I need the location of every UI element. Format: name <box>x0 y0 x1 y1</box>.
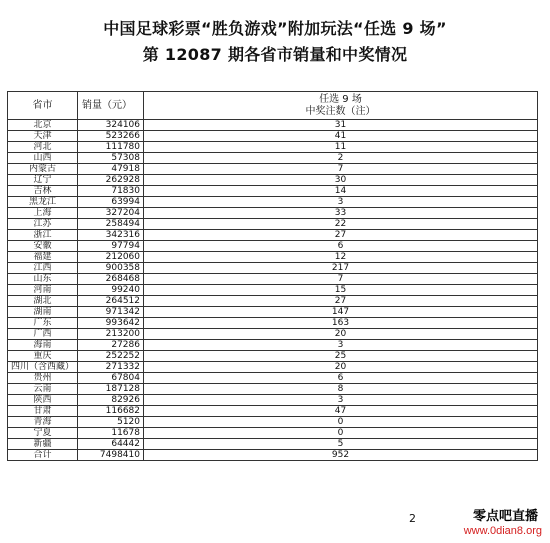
table-row <box>8 395 538 406</box>
cell-sales: 82926 <box>78 395 144 406</box>
cell-province: 青海 <box>8 417 78 428</box>
cell-wins: 163 <box>144 318 538 329</box>
cell-sales: 327204 <box>78 208 144 219</box>
cell-sales: 993642 <box>78 318 144 329</box>
cell-wins: 6 <box>144 241 538 252</box>
table-row <box>8 384 538 395</box>
cell-province: 河北 <box>8 142 78 153</box>
cell-sales: 523266 <box>78 131 144 142</box>
cell-province: 宁夏 <box>8 428 78 439</box>
cell-province: 湖北 <box>8 296 78 307</box>
cell-wins: 0 <box>144 428 538 439</box>
cell-wins: 20 <box>144 362 538 373</box>
cell-province: 广西 <box>8 329 78 340</box>
cell-wins: 27 <box>144 230 538 241</box>
table-row <box>8 285 538 296</box>
cell-province: 天津 <box>8 131 78 142</box>
table-row <box>8 131 538 142</box>
cell-wins: 0 <box>144 417 538 428</box>
table-row <box>8 450 538 461</box>
table-row <box>8 296 538 307</box>
cell-sales: 111780 <box>78 142 144 153</box>
header-wins-line2: 中奖注数（注） <box>305 105 376 117</box>
cell-sales: 252252 <box>78 351 144 362</box>
cell-wins: 8 <box>144 384 538 395</box>
cell-province: 山东 <box>8 274 78 285</box>
cell-sales: 27286 <box>78 340 144 351</box>
cell-wins: 41 <box>144 131 538 142</box>
title-line2: 第 12087 期各省市销量和中奖情况 <box>142 45 408 64</box>
cell-province: 海南 <box>8 340 78 351</box>
cell-province: 上海 <box>8 208 78 219</box>
cell-wins: 20 <box>144 329 538 340</box>
cell-wins: 5 <box>144 439 538 450</box>
cell-sales: 67804 <box>78 373 144 384</box>
watermark <box>420 501 550 543</box>
cell-sales: 57308 <box>78 153 144 164</box>
cell-sales: 213200 <box>78 329 144 340</box>
cell-wins: 952 <box>144 450 538 461</box>
cell-province: 新疆 <box>8 439 78 450</box>
cell-province: 江苏 <box>8 219 78 230</box>
cell-sales: 7498410 <box>78 450 144 461</box>
cell-sales: 271332 <box>78 362 144 373</box>
cell-province: 安徽 <box>8 241 78 252</box>
cell-sales: 187128 <box>78 384 144 395</box>
cell-province: 陕西 <box>8 395 78 406</box>
cell-wins: 3 <box>144 340 538 351</box>
sales-table <box>7 91 538 461</box>
cell-wins: 27 <box>144 296 538 307</box>
cell-province: 重庆 <box>8 351 78 362</box>
cell-wins: 7 <box>144 274 538 285</box>
cell-province: 合计 <box>8 450 78 461</box>
cell-province: 山西 <box>8 153 78 164</box>
table-row <box>8 428 538 439</box>
cell-wins: 2 <box>144 153 538 164</box>
cell-sales: 63994 <box>78 197 144 208</box>
header-wins-line1: 任选 9 场 <box>319 93 362 105</box>
cell-wins: 6 <box>144 373 538 384</box>
table-row <box>8 263 538 274</box>
cell-province: 北京 <box>8 120 78 131</box>
table-row <box>8 362 538 373</box>
cell-wins: 7 <box>144 164 538 175</box>
table-row <box>8 340 538 351</box>
cell-sales: 116682 <box>78 406 144 417</box>
table-row <box>8 208 538 219</box>
cell-wins: 12 <box>144 252 538 263</box>
cell-province: 黑龙江 <box>8 197 78 208</box>
table-body <box>8 120 538 461</box>
table-header-row <box>8 92 538 120</box>
header-wins <box>144 92 538 120</box>
table-row <box>8 351 538 362</box>
table-row <box>8 164 538 175</box>
cell-sales: 264512 <box>78 296 144 307</box>
cell-wins: 47 <box>144 406 538 417</box>
table-row <box>8 252 538 263</box>
cell-sales: 971342 <box>78 307 144 318</box>
table-row <box>8 241 538 252</box>
cell-wins: 22 <box>144 219 538 230</box>
table-row <box>8 307 538 318</box>
cell-province: 内蒙古 <box>8 164 78 175</box>
header-province: 省市 <box>8 92 78 120</box>
cell-wins: 14 <box>144 186 538 197</box>
table-row <box>8 417 538 428</box>
cell-province: 甘肃 <box>8 406 78 417</box>
table-row <box>8 373 538 384</box>
table-row <box>8 439 538 450</box>
cell-province: 贵州 <box>8 373 78 384</box>
cell-sales: 47918 <box>78 164 144 175</box>
cell-sales: 97794 <box>78 241 144 252</box>
cell-wins: 217 <box>144 263 538 274</box>
table-row <box>8 329 538 340</box>
table-row <box>8 219 538 230</box>
table-row <box>8 230 538 241</box>
cell-province: 浙江 <box>8 230 78 241</box>
footnote: 2 <box>409 512 416 525</box>
cell-sales: 11678 <box>78 428 144 439</box>
cell-wins: 15 <box>144 285 538 296</box>
table-row <box>8 175 538 186</box>
cell-province: 福建 <box>8 252 78 263</box>
cell-wins: 11 <box>144 142 538 153</box>
table-row <box>8 197 538 208</box>
table-row <box>8 274 538 285</box>
cell-sales: 99240 <box>78 285 144 296</box>
table-row <box>8 120 538 131</box>
cell-wins: 147 <box>144 307 538 318</box>
table-row <box>8 153 538 164</box>
table-row <box>8 318 538 329</box>
cell-sales: 5120 <box>78 417 144 428</box>
cell-province: 湖南 <box>8 307 78 318</box>
title-line1: 中国足球彩票“胜负游戏”附加玩法“任选 9 场” <box>103 19 447 38</box>
cell-wins: 31 <box>144 120 538 131</box>
cell-province: 四川（含西藏） <box>8 362 78 373</box>
table-row <box>8 406 538 417</box>
cell-wins: 25 <box>144 351 538 362</box>
cell-wins: 3 <box>144 395 538 406</box>
cell-wins: 33 <box>144 208 538 219</box>
cell-sales: 262928 <box>78 175 144 186</box>
cell-province: 广东 <box>8 318 78 329</box>
cell-sales: 342316 <box>78 230 144 241</box>
header-sales: 销量（元） <box>78 92 144 120</box>
cell-province: 吉林 <box>8 186 78 197</box>
table-row <box>8 142 538 153</box>
cell-wins: 30 <box>144 175 538 186</box>
table-row <box>8 186 538 197</box>
watermark-url: www.0dian8.org <box>463 525 542 537</box>
cell-sales: 212060 <box>78 252 144 263</box>
watermark-title: 零点吧直播 <box>471 505 540 524</box>
cell-province: 云南 <box>8 384 78 395</box>
cell-province: 江西 <box>8 263 78 274</box>
cell-wins: 3 <box>144 197 538 208</box>
cell-sales: 258494 <box>78 219 144 230</box>
cell-sales: 64442 <box>78 439 144 450</box>
cell-sales: 900358 <box>78 263 144 274</box>
cell-sales: 324106 <box>78 120 144 131</box>
cell-province: 辽宁 <box>8 175 78 186</box>
cell-province: 河南 <box>8 285 78 296</box>
cell-sales: 268468 <box>78 274 144 285</box>
cell-sales: 71830 <box>78 186 144 197</box>
